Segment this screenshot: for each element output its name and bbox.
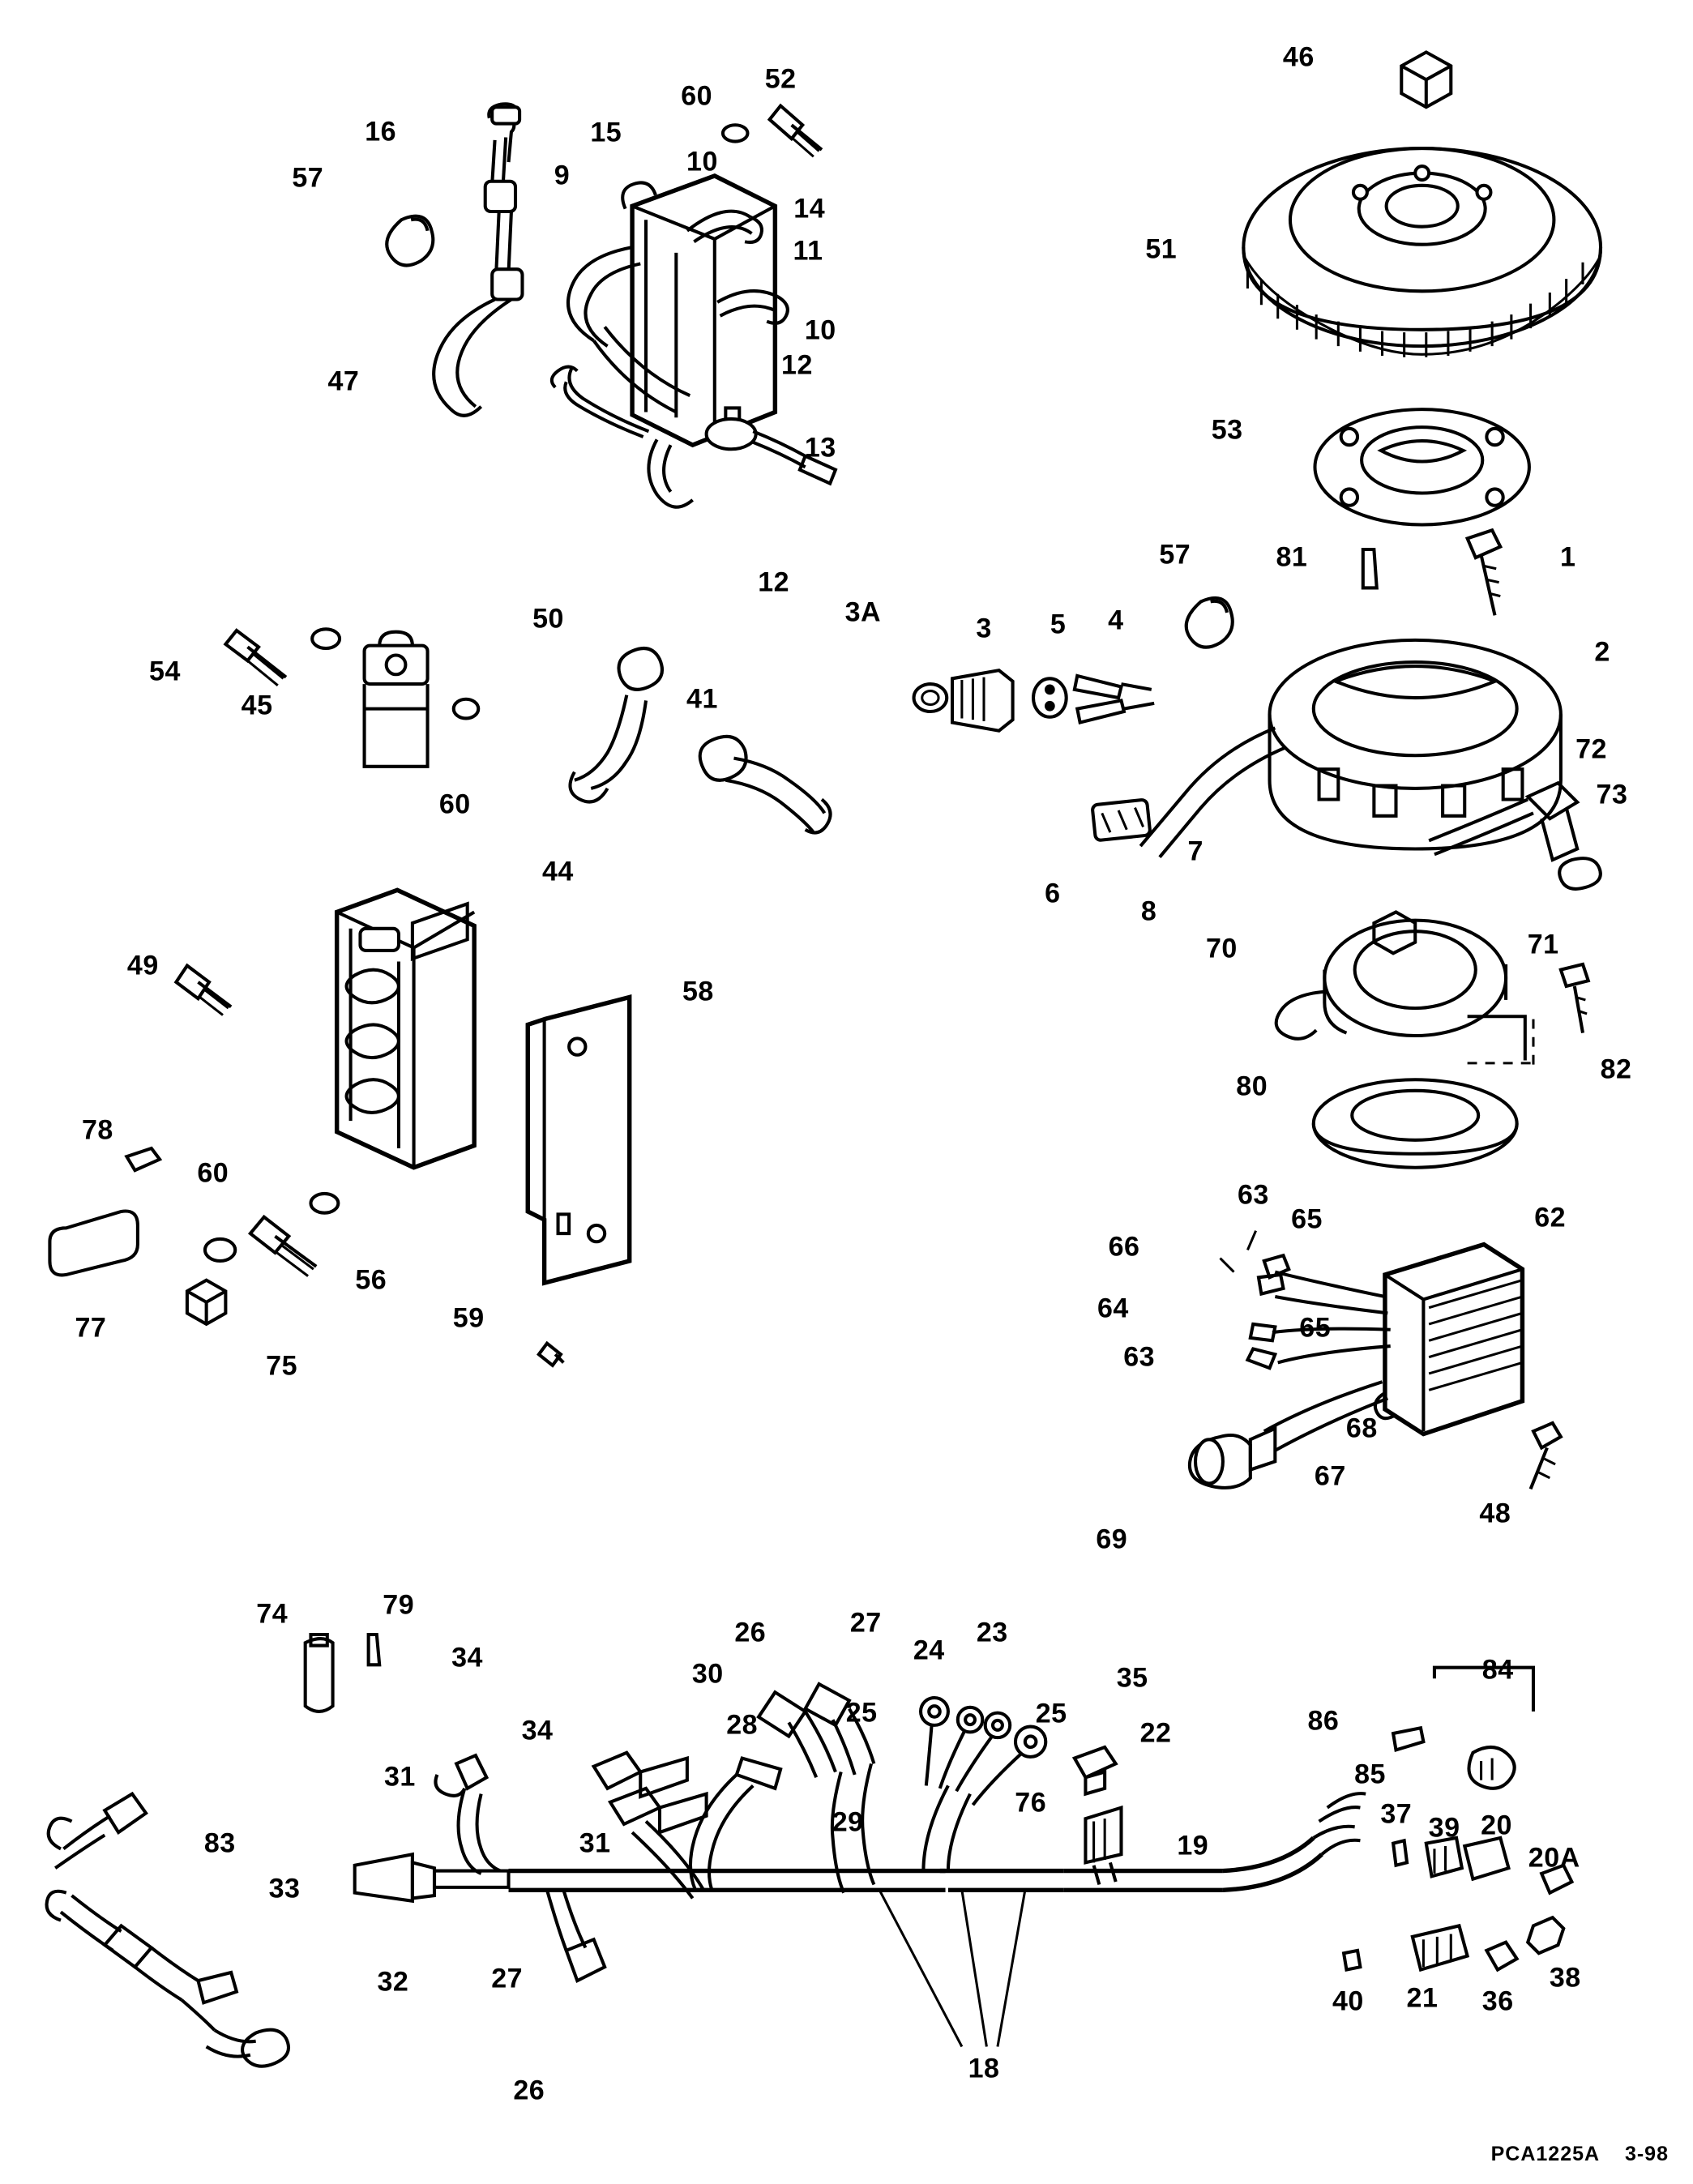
callout-10: 10 <box>804 314 836 346</box>
callout-60: 60 <box>197 1157 229 1188</box>
callout-54: 54 <box>149 656 181 687</box>
callout-63: 63 <box>1237 1179 1269 1211</box>
callout-12: 12 <box>758 566 790 598</box>
callout-11: 11 <box>793 235 823 267</box>
callout-2: 2 <box>1594 636 1610 668</box>
callout-24: 24 <box>913 1635 945 1666</box>
callout-69: 69 <box>1096 1524 1128 1555</box>
callout-1: 1 <box>1559 541 1576 573</box>
callout-72: 72 <box>1575 733 1607 765</box>
callout-34: 34 <box>451 1642 483 1673</box>
callout-10: 10 <box>686 146 718 177</box>
callout-15: 15 <box>590 117 622 148</box>
callout-47: 47 <box>327 365 360 397</box>
callout-7: 7 <box>1187 836 1203 867</box>
callout-33: 33 <box>268 1873 301 1904</box>
callout-84: 84 <box>1481 1654 1514 1686</box>
callout-48: 48 <box>1479 1498 1511 1529</box>
callout-65: 65 <box>1291 1203 1323 1235</box>
callout-25: 25 <box>1035 1698 1067 1729</box>
callout-76: 76 <box>1015 1787 1047 1819</box>
callout-20a: 20A <box>1528 1842 1580 1874</box>
callout-20: 20 <box>1481 1810 1512 1841</box>
callout-81: 81 <box>1276 541 1308 573</box>
callout-36: 36 <box>1481 1985 1514 2017</box>
callout-57: 57 <box>1159 539 1191 571</box>
callout-32: 32 <box>377 1966 409 1998</box>
callout-79: 79 <box>383 1589 415 1621</box>
callout-31: 31 <box>384 1761 416 1793</box>
callout-26: 26 <box>734 1617 767 1648</box>
callout-18: 18 <box>968 2053 1000 2084</box>
callout-45: 45 <box>241 690 273 721</box>
callout-23: 23 <box>976 1617 1008 1648</box>
callout-44: 44 <box>541 856 574 887</box>
callout-68: 68 <box>1345 1413 1378 1444</box>
callout-14: 14 <box>793 193 826 224</box>
callout-6: 6 <box>1045 878 1061 909</box>
callout-53: 53 <box>1211 414 1243 446</box>
footer-date: 3-98 <box>1624 2143 1669 2165</box>
callout-9: 9 <box>554 160 571 191</box>
callout-60: 60 <box>681 80 713 112</box>
callout-46: 46 <box>1282 41 1315 73</box>
callout-28: 28 <box>726 1709 759 1741</box>
callout-41: 41 <box>686 683 718 715</box>
callout-29: 29 <box>832 1806 864 1838</box>
callout-38: 38 <box>1549 1962 1581 1994</box>
footer-code: PCA1225A <box>1490 2143 1600 2165</box>
callout-59: 59 <box>452 1302 485 1334</box>
callout-63: 63 <box>1123 1341 1156 1373</box>
callout-60: 60 <box>438 789 471 820</box>
callout-85: 85 <box>1354 1759 1386 1790</box>
drawing-footer <box>1491 2143 1669 2166</box>
callout-58: 58 <box>682 976 714 1007</box>
callout-26: 26 <box>513 2075 545 2106</box>
callout-37: 37 <box>1380 1798 1413 1830</box>
callout-82: 82 <box>1600 1054 1632 1085</box>
callout-13: 13 <box>804 432 836 464</box>
callout-39: 39 <box>1428 1812 1460 1844</box>
callout-62: 62 <box>1534 1202 1567 1233</box>
callout-80: 80 <box>1236 1071 1268 1102</box>
callout-25: 25 <box>845 1697 878 1729</box>
callout-51: 51 <box>1145 233 1178 265</box>
callout-19: 19 <box>1177 1830 1209 1861</box>
callout-74: 74 <box>256 1598 289 1630</box>
callout-73: 73 <box>1596 779 1628 810</box>
callout-65: 65 <box>1299 1312 1332 1344</box>
callout-83: 83 <box>203 1827 236 1859</box>
callout-5: 5 <box>1050 609 1067 640</box>
callout-78: 78 <box>81 1114 113 1146</box>
callout-70: 70 <box>1205 933 1238 964</box>
callout-77: 77 <box>75 1312 107 1344</box>
callout-12: 12 <box>781 349 813 381</box>
callout-57: 57 <box>292 162 324 194</box>
callout-86: 86 <box>1307 1705 1340 1737</box>
callout-35: 35 <box>1116 1662 1148 1694</box>
callout-66: 66 <box>1108 1231 1140 1263</box>
callout-3: 3 <box>976 613 992 644</box>
callout-67: 67 <box>1314 1460 1346 1492</box>
callout-16: 16 <box>365 116 397 147</box>
callout-40: 40 <box>1332 1985 1364 2017</box>
callout-22: 22 <box>1139 1717 1172 1749</box>
callout-75: 75 <box>266 1350 298 1382</box>
callout-27: 27 <box>849 1607 882 1639</box>
callout-34: 34 <box>521 1715 554 1746</box>
callout-30: 30 <box>691 1658 724 1690</box>
callout-4: 4 <box>1108 605 1124 636</box>
callout-56: 56 <box>355 1264 387 1296</box>
callout-49: 49 <box>126 950 159 981</box>
callout-71: 71 <box>1527 929 1559 960</box>
callout-8: 8 <box>1140 895 1157 927</box>
callout-21: 21 <box>1406 1982 1439 2014</box>
callout-64: 64 <box>1097 1293 1129 1324</box>
callout-3a: 3A <box>844 596 882 628</box>
callout-27: 27 <box>491 1963 524 1994</box>
callout-52: 52 <box>764 63 797 95</box>
callout-31: 31 <box>579 1827 611 1859</box>
callout-50: 50 <box>532 603 564 635</box>
